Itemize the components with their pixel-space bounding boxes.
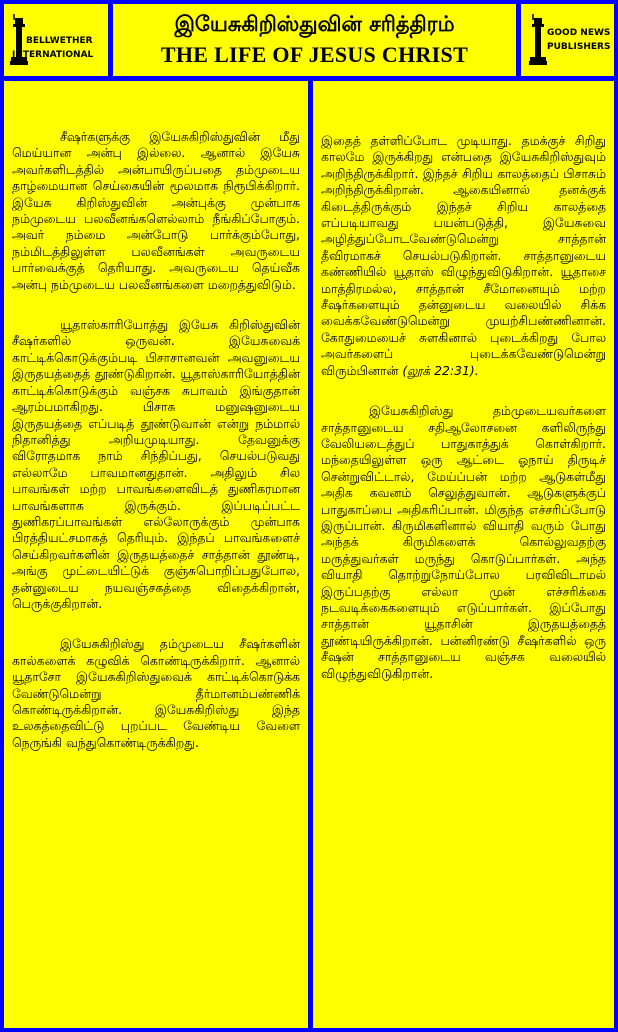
paragraph: சீஷர்களுக்கு இயேசுகிறிஸ்துவின் மீது மெய்யான அன்பு இல்லை. ஆனால் இயேசு அவர்களிடத்தில் அன்பாயிருப்பதை தம்முடைய தாழ்மையான செய்கையின் மூலமாக நிரூபிக்கிறார். இயேசு கிறிஸ்துவின் அன்புக்கு முன்பாக நம்முடைய பலவீனங்களெல்லாம் நீங்கிப்போகும். அவர் நம்மை அன்போடு பார்க்கும்போது, நம்மிடத்திலுள்ள பலவீனங்கள் அவருடைய பார்வைக்குத் தெரியாது. அவருடைய தெய்வீக அன்பு நம்முடைய பலவீனங்களை மறைத்துவிடும்.: [12, 129, 300, 292]
logo-line1: GOOD NEWS: [547, 28, 611, 38]
paragraph: [321, 133, 606, 379]
good-news-publishers-logo: [521, 4, 614, 76]
lamb-on-pedestal-icon: [529, 14, 547, 66]
page-title-english: THE LIFE OF JESUS CHRIST: [160, 42, 469, 67]
logo-line1: BELLWETHER: [26, 36, 93, 46]
logo-line2: INTERNATIONAL: [12, 50, 94, 60]
right-column: [313, 81, 614, 1028]
left-column: [4, 81, 308, 1028]
paragraph: இயேசுகிறிஸ்து தம்முடைய சீஷர்களின் கால்களைக் கழுவிக் கொண்டிருக்கிறார். ஆனால் யூதாசோ இயேசுகிறிஸ்துவைக் காட்டிக்கொடுக்க வேண்டுமென்று தீர்மானம்பண்ணிக் கொண்டிருக்கிறான். இயேசுகிறிஸ்து இந்த உலகத்தைவிட்டு புறப்பட வேண்டிய வேளை நெருங்கி வந்துகொண்டிருக்கிறது.: [12, 636, 300, 750]
paragraph: யூதாஸ்காரியோத்து இயேசு கிறிஸ்துவின் சீஷர்களில் ஒருவன். இயேசுவைக் காட்டிக்கொடுக்கும்படி பிசாசானவன் அவனுடைய இருதயத்தைத் தூண்டுகிறான். யூதாஸ்காரியோத்தின் காட்டிக்கொடுக்கும் வஞ்சக சுபாவம் இங்குதான் ஆரம்பமாகிறது. பிசாசு மனுஷனுடைய இருதயத்தை எப்படித் தூண்டுவான் என்று நம்மால் நிதானித்து அறியமுடியாது. தேவனுக்கு விரோதமாக நாம் சிந்திப்பது, செயல்படுவது எல்லாமே பாவமானதுதான். அதிலும் சில பாவங்கள் மற்ற பாவங்களைவிடத் துணிகரமான பாவங்களாக இருக்கும். இப்படிப்பட்ட துணிகரப்பாவங்கள் எல்லோருக்கும் முன்பாக பிரத்தியட்சமாகத் தெரியும். இந்தப் பாவங்களைச் செய்கிறவர்களின் இருதயத்தைச் சாத்தான் தூண்டி, அங்கு முட்டையிட்டுக் குஞ்சுபொறிப்பதுபோல, தன்னுடைய நயவஞ்சகத்தை விதைக்கிறான், பெருக்குகிறான்.: [12, 317, 300, 611]
page-title-tamil: இயேசுகிறிஸ்துவின் சரித்திரம்: [174, 12, 455, 36]
scripture-reference: (லூக் 22:31).: [402, 362, 479, 378]
bellwether-logo: [4, 4, 108, 76]
logo-line2: PUBLISHERS: [547, 42, 611, 52]
paragraph-text: இதைத் தள்ளிப்போட முடியாது. தமக்குச் சிறிது காலமே இருக்கிறது என்பதை இயேசுகிறிஸ்துவும் அறிந்திருக்கிறார். இந்தச் சிறிய காலத்தைப் பிசாசும் அறிந்திருக்கிறான். ஆகையினால் தனக்குக் கிடைத்திருக்கும் இந்தச் சிறிய காலத்தை எப்படியாவது பயன்படுத்தி, இயேசுவை அழித்துப்போடவேண்டுமென்று சாத்தான் தீவிரமாகச் செயல்படுகிறான். சாத்தானுடைய கண்ணியில் யூதாஸ் விழுந்துவிடுகிறான். யூதாசை மாத்திரமல்ல, சாத்தான் சீமோனையும் மற்ற சீஷர்களையும் தன்னுடைய வலையில் சிக்க வைக்கவேண்டுமென்று முயற்சிபண்ணினான். கோதுமையைச் சுளகினால் புடைக்கிறது போல அவர்களைப் புடைக்கவேண்டுமென்று விரும்பினான்: [321, 133, 606, 378]
paragraph: இயேசுகிறிஸ்து தம்முடையவர்களை சாத்தானுடைய சதிஆலோசனை களிலிருந்து வேலியடைத்துப் பாதுகாத்துக் கொள்கிறார். மந்தையிலுள்ள ஒரு ஆட்டை ஓநாய் திருடிச் சென்றுவிட்டால், மேய்ப்பன் மற்ற ஆடுகள்மீது அதிக கவனம் செலுத்துவான். ஆடுகளுக்குப் பாதுகாப்பை அதிகரிப்பான். மிகுந்த எச்சரிப்போடு இருப்பான். கிருமிகளினால் வியாதி வரும் போது அந்தக் கிருமிகளைக் கொல்லுவதற்கு மருத்துவர்கள் மருந்து கொடுப்பார்கள். அந்த வியாதி தொற்றுநோய்போல பரவிவிடாமல் இருப்பதற்கு எல்லா முன் எச்சரிக்கை நடவடிக்கைகளையும் எடுப்பார்கள். இப்போது சாத்தான் யூதாசின் இருதயத்தைத் தூண்டியிருக்கிறான். பன்னிரண்டு சீஷர்களில் ஒரு சீஷன் சாத்தானுடைய வஞ்சக வலையில் விழுந்துவிடுகிறான்.: [321, 403, 606, 681]
page-title-box: [113, 4, 516, 76]
